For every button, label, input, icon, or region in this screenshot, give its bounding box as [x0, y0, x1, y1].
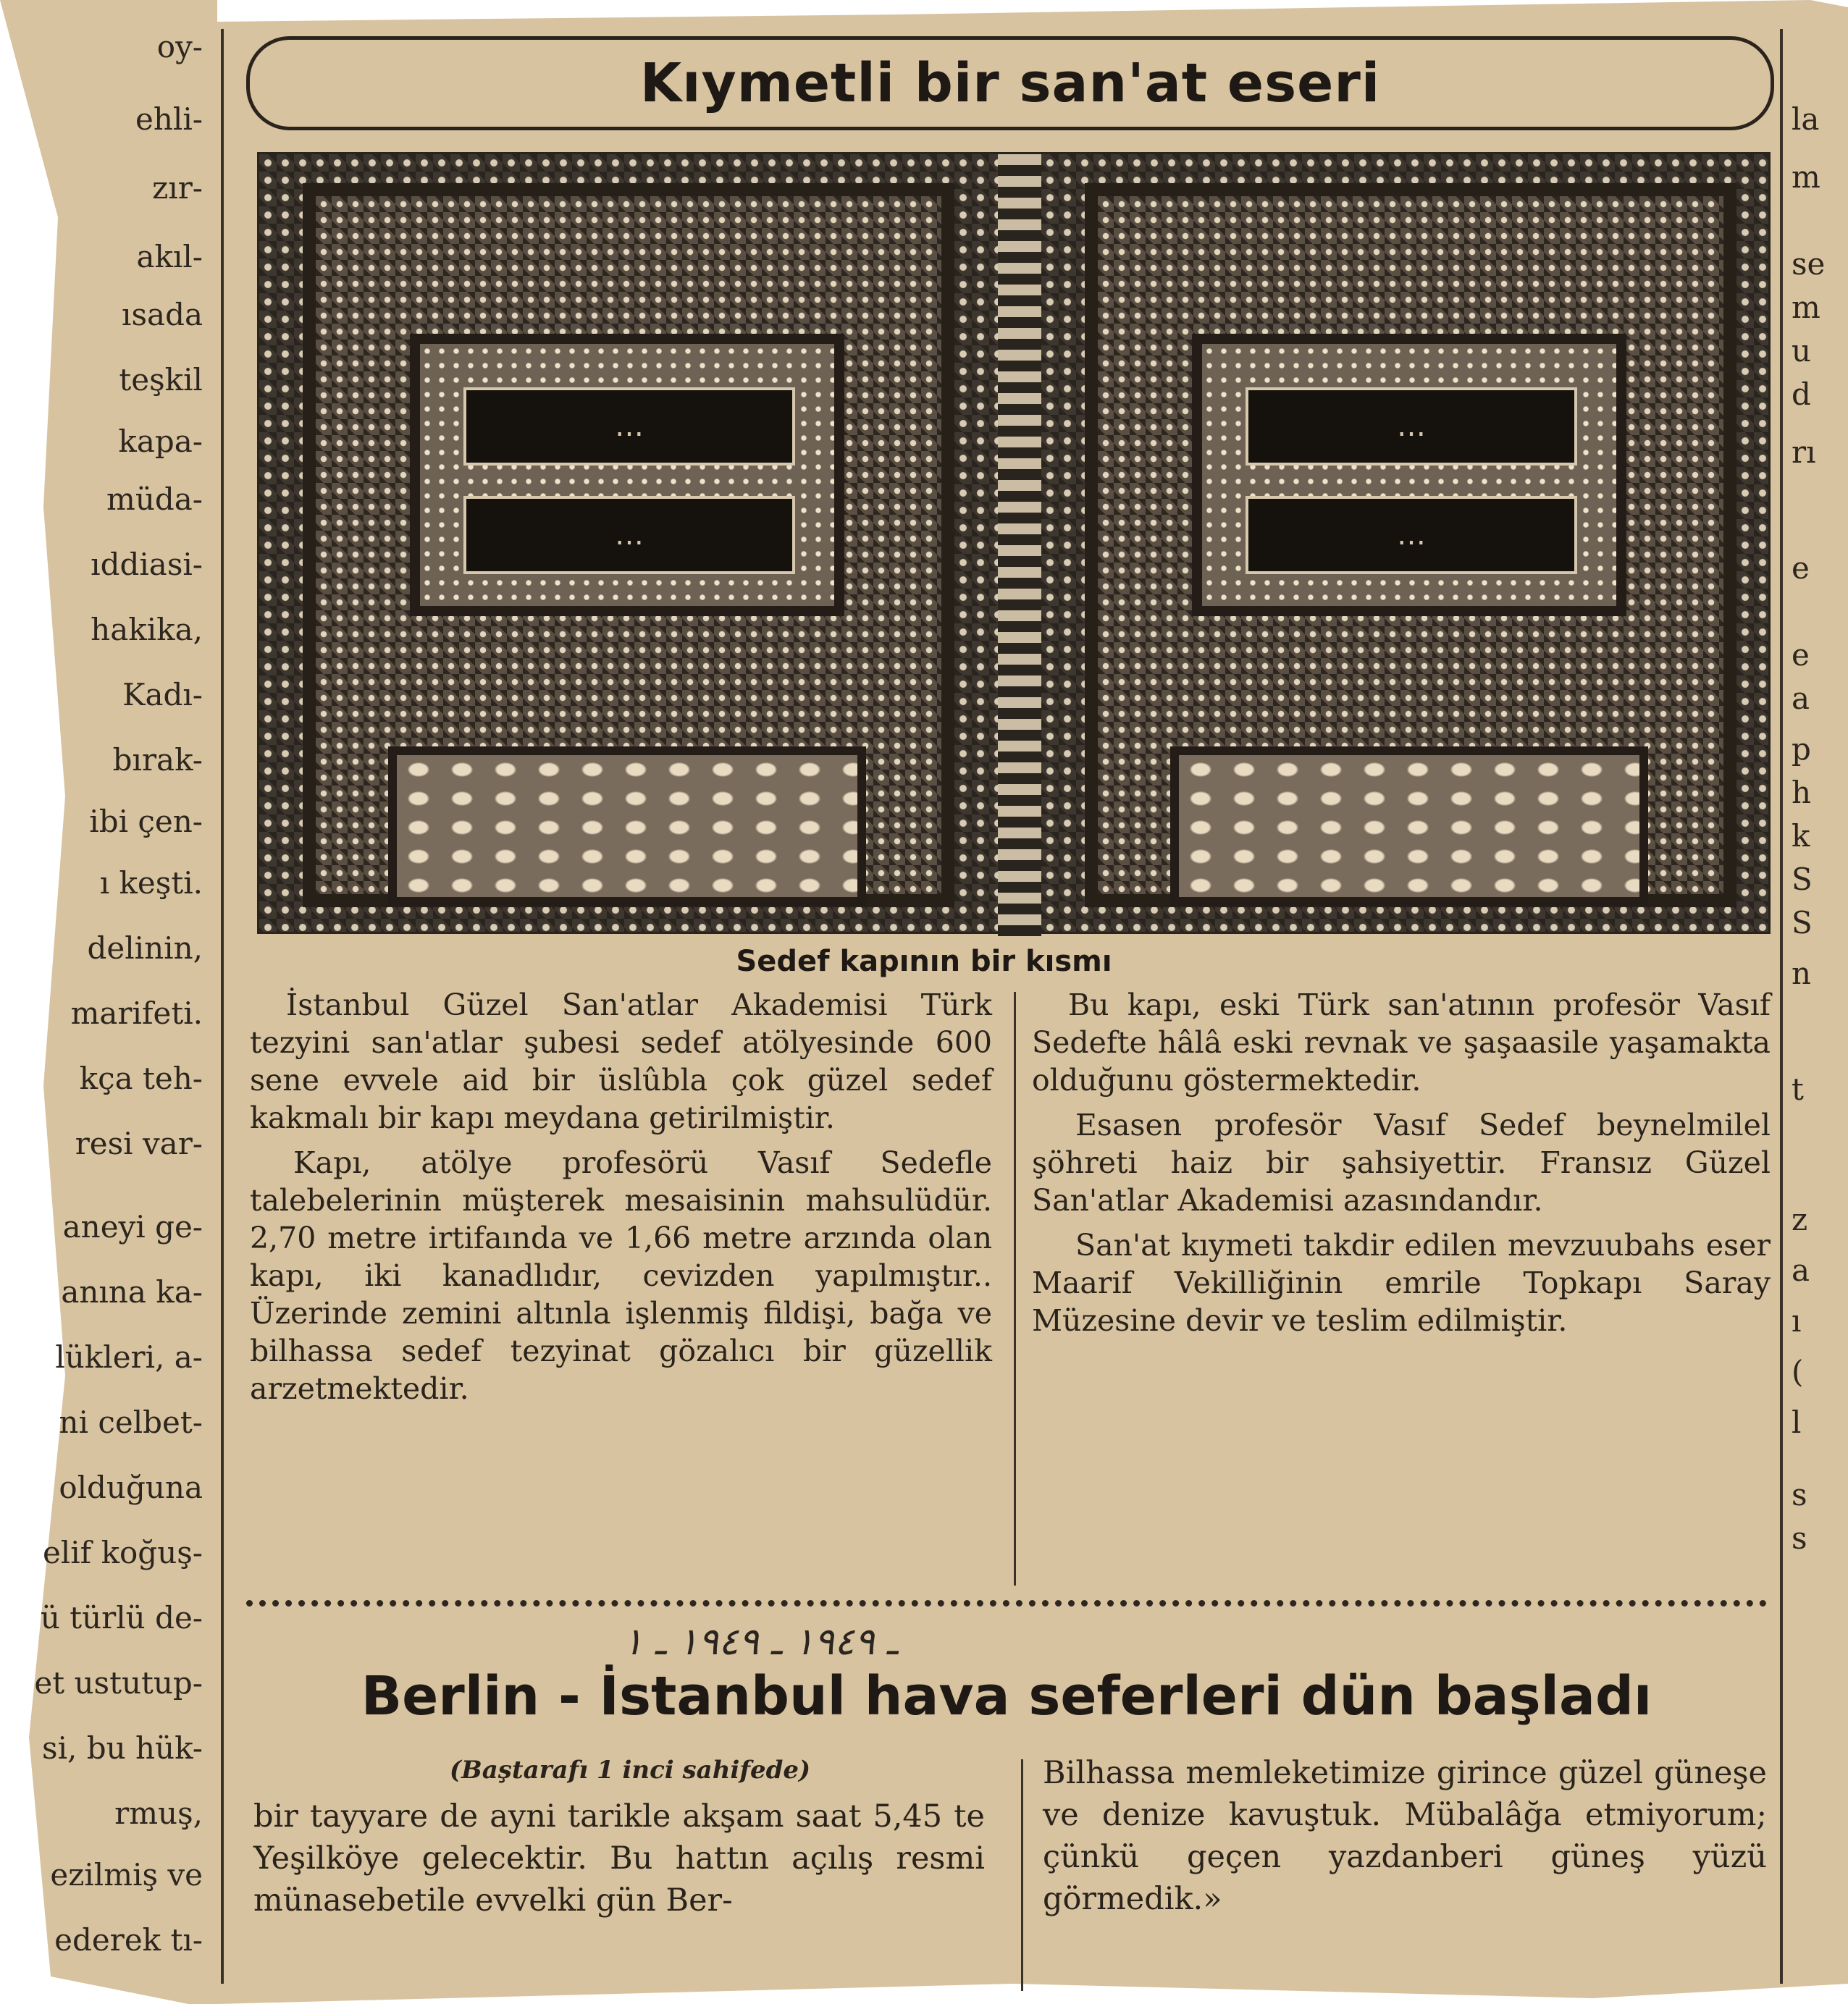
left-column-fragment-line: elif koğuş-: [42, 1535, 203, 1570]
left-column-fragment-line: kapa-: [118, 424, 203, 459]
left-column-fragment-line: ıddiasi-: [91, 547, 203, 582]
right-column-fragment-line: u: [1792, 333, 1812, 369]
right-column-fragment-line: s: [1792, 1520, 1807, 1556]
left-column-fragment-line: anına ka-: [61, 1274, 203, 1310]
article1-paragraph: Kapı, atölye profesörü Vasıf Sedefle talebelerinin müşterek mesaisinin mahsulüdür. 2,70 metre irtifaında ve 1,66 metre arzında olan kapı, iki kanadlıdır, cevizden yapılmıştır.. Üzerinde zemini altınla işlenmiş fildişi, bağa ve bilhassa sedef tezyinat gözalıcı bir güzellik arzetmektedir.: [250, 1145, 992, 1406]
article1-paragraph: Esasen profesör Vasıf Sedef beynelmilel şöhreti haiz bir şahsiyettir. Fransız Güzel San'atlar Akademisi azasındandır.: [1032, 1108, 1771, 1218]
left-column-fragment-line: ı keşti.: [99, 865, 203, 901]
right-column-fragment-line: S: [1792, 862, 1813, 897]
right-column-rule: [1780, 29, 1783, 1984]
left-column-fragment-line: si, bu hük-: [42, 1730, 203, 1766]
right-column-fragment-line: e: [1792, 637, 1810, 673]
right-column-fragment-line: n: [1792, 956, 1812, 991]
article1-column-divider: [1014, 992, 1016, 1586]
article1-paragraph: İstanbul Güzel San'atlar Akademisi Türk tezyini san'atlar şubesi sedef atölyesinde 600 sene evvele aid bir üslûbla çok güzel sedef kakmalı bir kapı meydana getirilmiştir.: [250, 988, 992, 1135]
article1-left-column: [250, 986, 992, 1407]
article2-headline: Berlin - İstanbul hava seferleri dün başladı: [361, 1665, 1652, 1727]
left-column-fragment-line: teşkil: [119, 362, 203, 397]
right-column-fragment-line: la: [1792, 101, 1820, 137]
handwritten-note: ـ ١٩٤٩ ـ ١٩٤٩ ـ ١: [623, 1620, 898, 1664]
left-column-fragment-line: kça teh-: [79, 1061, 203, 1096]
left-column-fragment-line: oy-: [156, 29, 203, 64]
calligraphy-plaque: …: [1246, 387, 1577, 466]
left-column-fragment-line: akıl-: [136, 239, 203, 274]
left-column-fragment-line: ni celbet-: [59, 1405, 203, 1440]
left-column-fragment-line: et ustutup-: [34, 1665, 203, 1701]
right-column-fragment-line: rı: [1792, 434, 1816, 470]
calligraphy-plaque: …: [1246, 496, 1577, 574]
door-photo: [257, 152, 1771, 934]
left-column-fragment-line: bırak-: [112, 742, 203, 778]
left-column-fragment-line: delinin,: [87, 930, 203, 966]
left-column-fragment: [0, 0, 217, 2004]
door-left-lower-frame: [388, 746, 866, 906]
left-column-fragment-line: Kadı-: [122, 677, 203, 712]
calligraphy-plaque: …: [463, 387, 795, 466]
article2-left-column: bir tayyare de ayni tarikle akşam saat 5,45 te Yeşilköye gelecektir. Bu hattın açılış resmi münasebetile evvelki gün Ber-: [253, 1798, 985, 1919]
right-column-fragment-line: a: [1792, 1252, 1810, 1288]
right-column-fragment-line: d: [1792, 376, 1811, 412]
door-right-lower-frame: [1170, 746, 1648, 906]
left-column-fragment-line: marifeti.: [70, 995, 203, 1031]
right-column-fragment-line: l: [1792, 1405, 1802, 1440]
left-column-fragment-line: ü türlü de-: [40, 1600, 203, 1635]
left-column-fragment-line: müda-: [106, 481, 203, 517]
section-separator: [246, 1600, 1767, 1607]
right-column-fragment-line: z: [1792, 1202, 1808, 1237]
left-column-fragment-line: ederek tı-: [54, 1922, 203, 1958]
left-column-fragment-line: lükleri, a-: [55, 1339, 203, 1375]
right-column-fragment-line: e: [1792, 550, 1810, 586]
right-column-fragment-line: ı: [1792, 1303, 1802, 1339]
door-left-inner-frame: [410, 334, 844, 616]
left-column-fragment-line: hakika,: [91, 612, 203, 647]
right-column-fragment-line: h: [1792, 775, 1812, 810]
left-column-fragment-line: ısada: [122, 297, 203, 332]
left-column-fragment-line: ezilmiş ve: [50, 1857, 203, 1893]
left-column-fragment-line: resi var-: [75, 1126, 203, 1161]
calligraphy-plaque: …: [463, 496, 795, 574]
door-center-seam: [998, 154, 1041, 936]
photo-caption: Sedef kapının bir kısmı: [736, 945, 1112, 978]
right-column-fragment-line: S: [1792, 905, 1813, 940]
left-column-fragment-line: zır-: [152, 170, 203, 206]
door-left-leaf: [303, 183, 954, 907]
door-right-leaf: [1085, 183, 1736, 907]
right-column-fragment-line: m: [1792, 290, 1820, 325]
right-column-fragment-line: t: [1792, 1072, 1804, 1107]
right-column-fragment-line: (: [1792, 1354, 1804, 1389]
article-title-banner: [246, 36, 1774, 130]
article2-right-column: Bilhassa memleketimize girince güzel güneşe ve denize kavuştuk. Mübalâğa etmiyorum; çünkü geçen yazdanberi güneş yüzü görmedik.»: [1043, 1755, 1767, 1917]
left-column-fragment-line: olduğuna: [59, 1470, 203, 1505]
article2-column-divider: [1021, 1759, 1023, 1991]
door-right-inner-frame: [1192, 334, 1626, 616]
right-column-fragment-line: p: [1792, 731, 1811, 767]
left-column-rule: [221, 29, 224, 1984]
article1-right-column: [1032, 986, 1771, 1339]
article-title: Kıymetli bir san'at eseri: [639, 52, 1381, 114]
right-column-fragment-line: se: [1792, 246, 1826, 282]
left-column-fragment-line: ibi çen-: [89, 804, 203, 839]
right-column-fragment-line: m: [1792, 159, 1820, 195]
article1-paragraph: Bu kapı, eski Türk san'atının profesör Vasıf Sedefte hâlâ eski revnak ve şaşaasile yaşamakta olduğunu göstermektedir.: [1032, 988, 1771, 1098]
continued-from-note: (Baştarafı 1 inci sahifede): [449, 1756, 811, 1785]
article1-paragraph: San'at kıymeti takdir edilen mevzuubahs eser Maarif Vekilliğinin emrile Topkapı Saray Müzesine devir ve teslim edilmiştir.: [1032, 1228, 1771, 1338]
right-column-fragment-line: s: [1792, 1477, 1807, 1512]
left-column-fragment-line: aneyi ge-: [62, 1209, 203, 1245]
left-column-fragment-line: ehli-: [135, 101, 203, 137]
left-column-fragment-line: rmuş,: [114, 1795, 203, 1831]
right-column-fragment-line: a: [1792, 681, 1810, 716]
right-column-fragment-line: k: [1792, 818, 1810, 854]
